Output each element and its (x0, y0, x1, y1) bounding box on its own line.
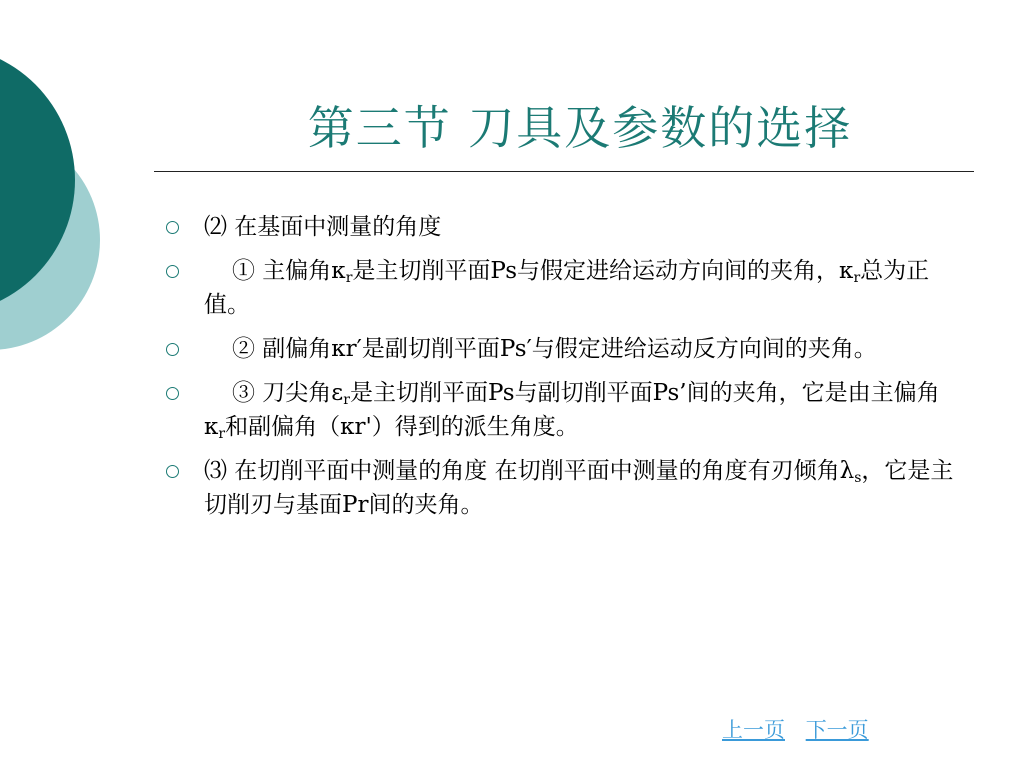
subscript: r (345, 270, 353, 286)
content-list (160, 210, 960, 532)
item-text: ② 副偏角κr′是副切削平面Ps′与假定进给运动反方向间的夹角。 (232, 336, 877, 362)
next-page-link[interactable]: 下一页 (805, 718, 869, 742)
page-navigation (722, 714, 883, 744)
slide-title: 第三节 刀具及参数的选择 (307, 101, 853, 155)
subscript: s (854, 470, 862, 486)
item-text: 是主切削平面Ps与假定进给运动方向间的夹角，κ (352, 258, 854, 284)
item-text: ⑵ 在基面中测量的角度 (204, 214, 442, 240)
subscript: r (343, 392, 350, 408)
subscript: r (853, 270, 861, 286)
item-text: 和副偏角（κr'）得到的派生角度。 (225, 414, 579, 440)
circle-bullet-icon (166, 465, 179, 478)
item-text: 总为正值。 (204, 258, 930, 318)
item-text: ① 主偏角κ (232, 258, 346, 284)
circle-bullet-icon (166, 387, 179, 400)
decorative-circles (0, 0, 140, 420)
circle-bullet-icon (166, 343, 179, 356)
item-text: 是主切削平面Ps与副切削平面Ps’间的夹角，它是由主偏角κ (204, 380, 940, 440)
item-text: ⑶ 在切削平面中测量的角度 在切削平面中测量的角度有刃倾角λ (204, 458, 855, 484)
list-item (160, 454, 960, 522)
circle-bullet-icon (166, 265, 179, 278)
subscript: r (218, 426, 226, 442)
list-item (160, 210, 960, 244)
item-text: ③ 刀尖角ε (232, 380, 344, 406)
list-item (160, 332, 960, 366)
title-divider (154, 171, 974, 172)
item-text: ，它是主切削刃与基面Pr间的夹角。 (204, 458, 954, 518)
list-item (160, 376, 960, 444)
circle-bullet-icon (166, 221, 179, 234)
list-item (160, 254, 960, 322)
prev-page-link[interactable]: 上一页 (722, 718, 785, 742)
